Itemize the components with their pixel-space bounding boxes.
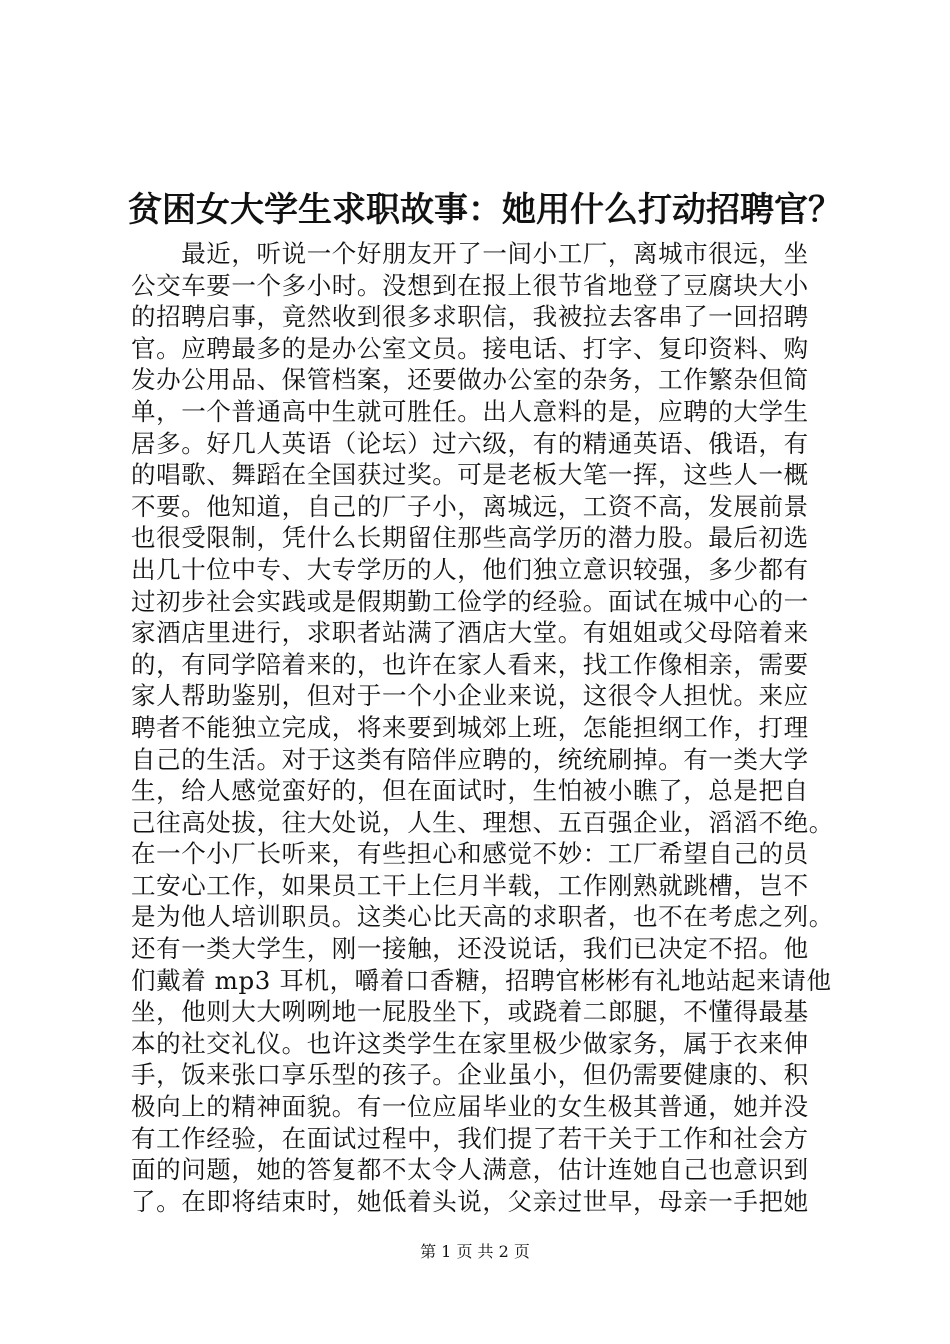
body-line-17: 自己的生活。对于这类有陪伴应聘的，统统刷掉。有一类大学: [131, 744, 809, 774]
article-body: [131, 238, 851, 1217]
body-line-13: 家酒店里进行，求职者站满了酒店大堂。有姐姐或父母陪着来: [131, 618, 809, 648]
body-line-12: 过初步社会实践或是假期勤工俭学的经验。面试在城中心的一: [131, 586, 809, 616]
body-line-31: 了。在即将结束时，她低着头说，父亲过世早，母亲一手把她: [131, 1186, 809, 1216]
body-line-8: 的唱歌、舞蹈在全国获过奖。可是老板大笔一挥，这些人一概: [131, 460, 809, 490]
body-line-27: 手，饭来张口享乐型的孩子。企业虽小，但仍需要健康的、积: [131, 1060, 809, 1090]
document-title: 贫困女大学生求职故事：她用什么打动招聘官？: [128, 190, 842, 230]
body-line-7: 居多。好几人英语（论坛）过六级，有的精通英语、俄语，有: [131, 428, 809, 458]
body-line-22: 是为他人培训职员。这类心比天高的求职者，也不在考虑之列。: [131, 902, 834, 932]
body-line-21: 工安心工作，如果员工干上仨月半载，工作刚熟就跳槽，岂不: [131, 870, 809, 900]
body-line-19: 己往高处拔，往大处说，人生、理想、五百强企业，滔滔不绝。: [131, 807, 834, 837]
body-line-18: 生，给人感觉蛮好的，但在面试时，生怕被小瞧了，总是把自: [131, 776, 809, 806]
body-line-16: 聘者不能独立完成，将来要到城郊上班，怎能担纲工作，打理: [131, 712, 809, 742]
body-line-15: 家人帮助鉴别，但对于一个小企业来说，这很令人担忧。来应: [131, 681, 809, 711]
body-line-6: 单，一个普通高中生就可胜任。出人意料的是，应聘的大学生: [131, 396, 809, 426]
body-line-9: 不要。他知道，自己的厂子小，离城远，工资不高，发展前景: [131, 491, 809, 521]
body-line-29: 有工作经验，在面试过程中，我们提了若干关于工作和社会方: [131, 1123, 809, 1153]
body-line-26: 本的社交礼仪。也许这类学生在家里极少做家务，属于衣来伸: [131, 1028, 809, 1058]
body-line-4: 官。应聘最多的是办公室文员。接电话、打字、复印资料、购: [131, 333, 809, 363]
body-line-3: 的招聘启事，竟然收到很多求职信，我被拉去客串了一回招聘: [131, 302, 809, 332]
body-line-11: 出几十位中专、大专学历的人，他们独立意识较强，多少都有: [131, 554, 809, 584]
body-line-5: 发办公用品、保管档案，还要做办公室的杂务，工作繁杂但简: [131, 365, 809, 395]
page-number-footer: 第 1 页 共 2 页: [420, 1242, 530, 1261]
body-line-10: 也很受限制，凭什么长期留住那些高学历的潜力股。最后初选: [131, 523, 809, 553]
body-line-30: 面的问题，她的答复都不太令人满意，估计连她自己也意识到: [131, 1155, 809, 1185]
body-line-2: 公交车要一个多小时。没想到在报上很节省地登了豆腐块大小: [131, 270, 809, 300]
body-line-1: 最近，听说一个好朋友开了一间小工厂，离城市很远，坐: [131, 239, 809, 268]
body-line-24: 们戴着 mp3 耳机，嚼着口香糖，招聘官彬彬有礼地站起来请他: [131, 965, 832, 995]
body-line-14: 的，有同学陪着来的，也许在家人看来，找工作像相亲，需要: [131, 649, 809, 679]
body-line-25: 坐，他则大大咧咧地一屁股坐下，或跷着二郎腿，不懂得最基: [131, 997, 809, 1027]
body-line-28: 极向上的精神面貌。有一位应届毕业的女生极其普通，她并没: [131, 1092, 809, 1122]
body-line-20: 在一个小厂长听来，有些担心和感觉不妙：工厂希望自己的员: [131, 839, 809, 869]
body-line-23: 还有一类大学生，刚一接触，还没说话，我们已决定不招。他: [131, 934, 809, 964]
